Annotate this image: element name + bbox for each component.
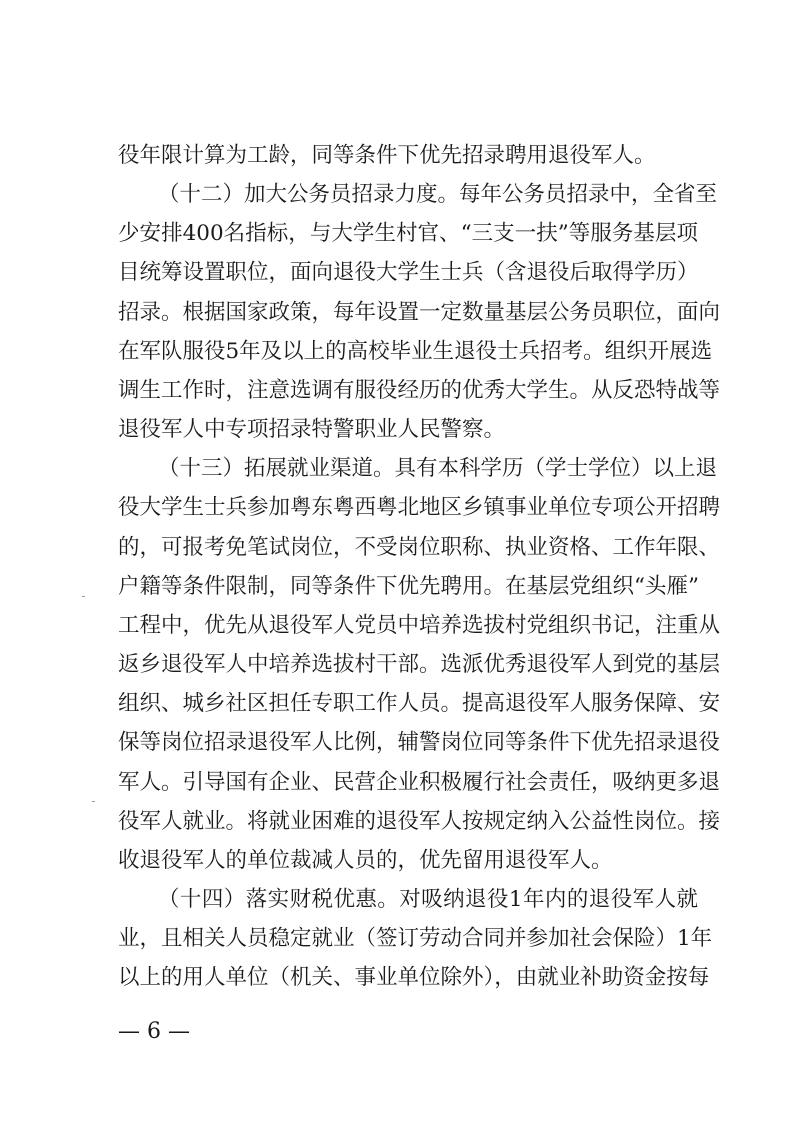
scan-mark [92,801,95,802]
text-line-1: 役年限计算为工龄，同等条件下优先招录聘用退役军人。 [118,143,656,168]
text-line-12: 户籍等条件限制，同等条件下优先聘用。在基层党组织“头雁” [118,574,699,599]
text-line-6: 在军队服役5年及以上的高校毕业生退役士兵招考。组织开展选 [118,339,713,364]
text-line-13: 工程中，优先从退役军人党员中培养选拔村党组织书记，注重从 [118,613,721,638]
text-line-5: 招录。根据国家政策，每年设置一定数量基层公务员职位，面向 [118,300,721,325]
text-line-18: 役军人就业。将就业困难的退役军人按规定纳入公益性岗位。接 [118,809,721,834]
scan-mark [82,596,85,597]
text-line-4: 目统筹设置职位，面向退役大学生士兵（含退役后取得学历） [118,260,699,285]
text-line-22: 以上的用人单位（机关、事业单位除外），由就业补助资金按每 [118,965,710,990]
text-line-14: 返乡退役军人中培养选拔村干部。选派优秀退役军人到党的基层 [118,652,721,677]
text-line-19: 收退役军人的单位裁减人员的，优先留用退役军人。 [118,848,613,873]
text-line-20: （十四）落实财税优惠。对吸纳退役1年内的退役军人就 [158,887,698,912]
text-line-8: 退役军人中专项招录特警职业人民警察。 [118,417,506,442]
text-line-3: 少安排400名指标，与大学生村官、“三支一扶”等服务基层项 [118,221,698,246]
text-line-9: （十三）拓展就业渠道。具有本科学历（学士学位）以上退 [158,456,718,481]
text-line-15: 组织、城乡社区担任专职工作人员。提高退役军人服务保障、安 [118,691,721,716]
page-number: — 6 — [118,1019,190,1044]
text-line-16: 保等岗位招录退役军人比例，辅警岗位同等条件下优先招录退役 [118,730,721,755]
text-line-7: 调生工作时，注意选调有服役经历的优秀大学生。从反恐特战等 [118,378,721,403]
text-line-10: 役大学生士兵参加粤东粤西粤北地区乡镇事业单位专项公开招聘 [118,495,721,520]
text-line-21: 业，且相关人员稳定就业（签订劳动合同并参加社会保险）1年 [118,926,713,951]
text-line-11: 的，可报考免笔试岗位，不受岗位职称、执业资格、工作年限、 [118,535,721,560]
text-line-17: 军人。引导国有企业、民营企业积极履行社会责任，吸纳更多退 [118,770,721,795]
text-line-2: （十二）加大公务员招录力度。每年公务员招录中，全省至 [158,182,718,207]
